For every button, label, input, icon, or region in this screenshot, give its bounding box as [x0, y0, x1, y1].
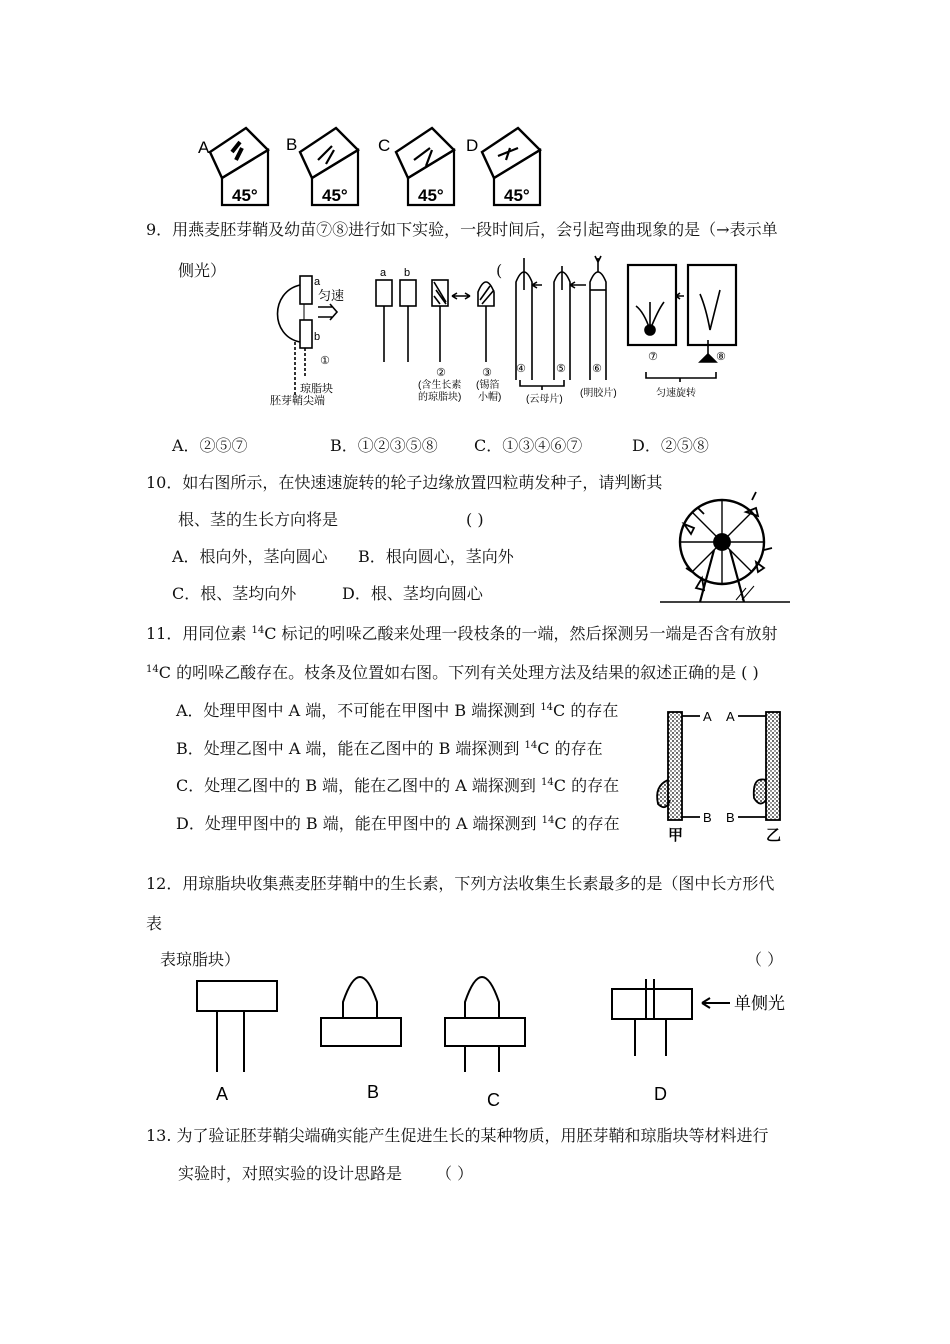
q9-paren: (	[496, 261, 503, 280]
option-label-b: B	[286, 135, 298, 154]
q9-stem-line2: 侧光）	[178, 261, 227, 280]
q10-paren: ( )	[466, 510, 484, 529]
q11-option-c-tail: C 的存在	[553, 776, 620, 795]
q11-sup-14: 14	[251, 625, 265, 636]
q9-option-c: C．①③④⑥⑦	[474, 436, 583, 455]
q11-option-d-text: D．处理甲图中的 B 端，能在甲图中的 A 端探测到	[176, 814, 542, 833]
q11-fig-yi: 乙	[766, 827, 782, 844]
q9-label-tip: 胚芽鞘尖端	[270, 395, 325, 407]
angle-label-a: 45°	[232, 186, 258, 205]
q11-fig-yi-b: B	[726, 810, 735, 825]
q12-label-b: B	[367, 1082, 380, 1102]
angle-label-c: 45°	[418, 186, 444, 205]
q11-fig-jia-b: B	[703, 810, 712, 825]
angle-label-b: 45°	[322, 186, 348, 205]
q12-paren: （ ）	[746, 950, 784, 969]
q9-option-a: A．②⑤⑦	[172, 436, 248, 455]
q9-label-rotate: 匀速旋转	[656, 388, 696, 399]
q11-option-b-text: B．处理乙图中 A 端，能在乙图中的 B 端探测到	[176, 739, 525, 758]
q9-label-5: ⑤	[556, 363, 566, 375]
q9-label-a-small: a	[314, 276, 321, 288]
q9-label-4: ④	[516, 363, 526, 375]
q11-option-b-sup: 14	[524, 740, 538, 751]
q9-option-b: B．①②③⑤⑧	[330, 436, 438, 455]
q10-option-a: A．根向外，茎向圆心	[172, 547, 328, 566]
q9-option-d: D．②⑤⑧	[632, 436, 709, 455]
q9-label-2-l1: (含生长素	[418, 380, 462, 391]
option-label-d: D	[466, 136, 479, 155]
q9-label-speed: 匀速	[318, 288, 345, 303]
q13-stem-line2: 实验时，对照实验的设计思路是	[178, 1164, 403, 1183]
q9-label-7: ⑦	[648, 351, 658, 363]
q11-option-d-tail: C 的存在	[554, 814, 620, 833]
q9-stem-line1: 9．用燕麦胚芽鞘及幼苗⑦⑧进行如下实验，一段时间后，会引起弯曲现象的是（→表示单	[146, 220, 778, 239]
q12-label-d: D	[654, 1084, 667, 1104]
q9-label-ab-a: a	[380, 267, 387, 279]
q12-stem-line1: 12．用琼脂块收集燕麦胚芽鞘中的生长素，下列方法收集生长素最多的是（图中长方形代	[146, 874, 775, 893]
q12-light-label: 单侧光	[734, 994, 785, 1013]
q12-label-c: C	[487, 1090, 500, 1110]
q11-sup-14-b: 14	[146, 664, 159, 675]
q13-stem-line1: 13. 为了验证胚芽鞘尖端确实能产生促进生长的某种物质，用胚芽鞘和琼脂块等材料进行	[146, 1126, 769, 1145]
q11-option-d-sup: 14	[541, 815, 555, 826]
q11-option-c-sup: 14	[541, 777, 554, 788]
q9-label-3: ③	[482, 367, 492, 379]
q9-label-gelatin: (明胶片)	[580, 388, 617, 399]
q9-label-mica: (云母片)	[526, 394, 563, 405]
q11-fig-jia: 甲	[668, 827, 684, 844]
q10-stem-line2: 根、茎的生长方向将是	[178, 510, 339, 529]
q11-option-b-tail: C 的存在	[537, 739, 603, 758]
q11-stem-part3: C 的吲哚乙酸存在。枝条及位置如右图。下列有关处理方法及结果的叙述正确的是 ( )	[158, 663, 759, 682]
q9-label-2: ②	[436, 367, 446, 379]
q10-option-d: D．根、茎均向圆心	[342, 584, 483, 603]
q11-fig-jia-a: A	[703, 709, 712, 724]
q11-option-a-sup: 14	[540, 702, 554, 713]
option-label-c: C	[378, 136, 391, 155]
q9-label-agar: 琼脂块	[300, 383, 333, 395]
q11-fig-yi-a: A	[726, 709, 735, 724]
q11-option-a-text: A．处理甲图中 A 端，不可能在甲图中 B 端探测到	[176, 701, 541, 720]
q9-label-8: ⑧	[716, 351, 726, 363]
q12-label-a: A	[216, 1084, 229, 1104]
q9-label-6: ⑥	[592, 363, 602, 375]
q9-label-b-small: b	[314, 331, 321, 343]
q9-label-3-l2: 小帽)	[478, 392, 502, 403]
q11-option-c-text: C．处理乙图中的 B 端，能在乙图中的 A 端探测到	[176, 776, 541, 795]
q13-paren: （ ）	[436, 1164, 474, 1183]
q11-option-a-tail: C 的存在	[553, 701, 619, 720]
q12-stem-line2: 表	[146, 914, 163, 933]
q11-stem-part1: 11．用同位素	[146, 624, 252, 643]
q12-stem-line3: 表琼脂块）	[160, 950, 241, 969]
q9-label-2-l2: 的琼脂块)	[418, 392, 462, 403]
q10-option-b: B．根向圆心，茎向外	[358, 547, 514, 566]
q9-label-3-l1: (锡箔	[476, 380, 500, 391]
q9-label-1: ①	[320, 355, 330, 367]
angle-label-d: 45°	[504, 186, 530, 205]
q11-stem-part2: C 标记的吲哚乙酸来处理一段枝条的一端，然后探测另一端是否含有放射	[264, 624, 778, 643]
q10-stem-line1: 10．如右图所示，在快速速旋转的轮子边缘放置四粒萌发种子，请判断其	[146, 473, 663, 492]
q9-label-ab-b: b	[404, 267, 411, 279]
option-label-a: A	[198, 138, 210, 157]
q10-option-c: C．根、茎均向外	[172, 584, 297, 603]
